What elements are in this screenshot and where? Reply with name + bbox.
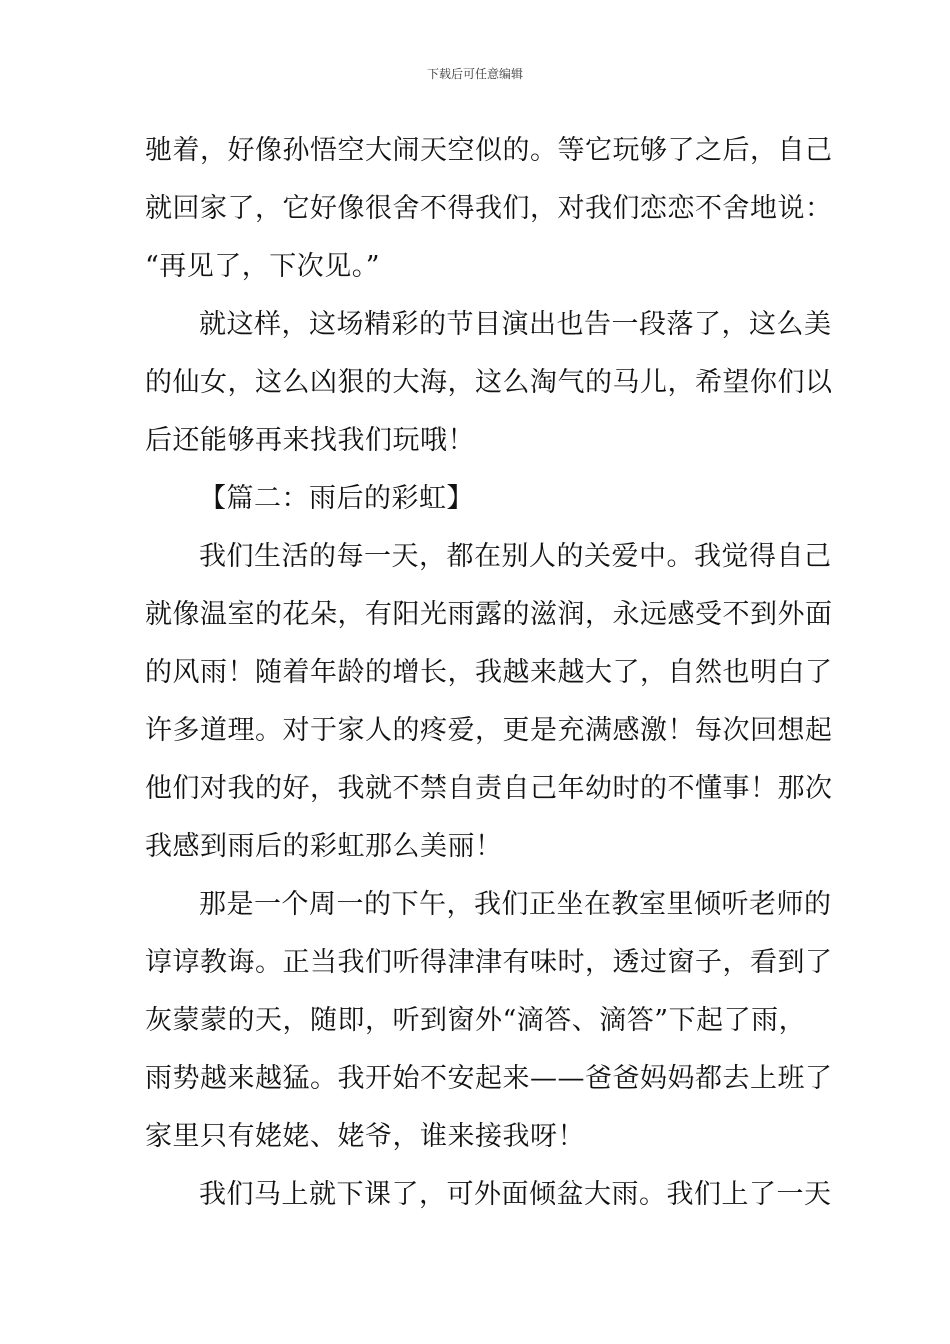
text-line: 的仙女，这么凶狠的大海，这么淘气的马儿，希望你们以 (145, 367, 833, 398)
text-line: 后还能够再来找我们玩哦！ (145, 425, 475, 456)
text-line: 【篇二：雨后的彩虹】 (199, 483, 474, 514)
page-header: 下载后可任意编辑 (426, 67, 523, 81)
text-line: 的风雨！随着年龄的增长，我越来越大了，自然也明白了 (145, 657, 833, 688)
text-line: “再见了，下次见。” (145, 251, 381, 282)
text-line: 我感到雨后的彩虹那么美丽！ (145, 831, 503, 862)
text-line: 就回家了，它好像很舍不得我们，对我们恋恋不舍地说： (145, 193, 833, 224)
text-line: 谆谆教诲。正当我们听得津津有味时，透过窗子，看到了 (145, 947, 833, 978)
text-line: 雨势越来越猛。我开始不安起来——爸爸妈妈都去上班了 (145, 1063, 833, 1094)
text-line: 就像温室的花朵，有阳光雨露的滋润，永远感受不到外面 (145, 599, 833, 630)
text-line: 就这样，这场精彩的节目演出也告一段落了，这么美 (199, 309, 832, 340)
text-line: 许多道理。对于家人的疼爱，更是充满感激！每次回想起 (145, 715, 833, 746)
text-line: 家里只有姥姥、姥爷，谁来接我呀！ (145, 1121, 585, 1152)
text-line: 他们对我的好，我就不禁自责自己年幼时的不懂事！那次 (145, 773, 833, 804)
text-line: 我们生活的每一天，都在别人的关爱中。我觉得自己 (199, 541, 832, 572)
text-line: 那是一个周一的下午，我们正坐在教室里倾听老师的 (199, 889, 832, 920)
text-line: 我们马上就下课了，可外面倾盆大雨。我们上了一天 (199, 1179, 832, 1210)
text-line: 灰蒙蒙的天，随即，听到窗外“滴答、滴答”下起了雨， (145, 1005, 807, 1036)
document-body (145, 126, 833, 1228)
text-line: 驰着，好像孙悟空大闹天空似的。等它玩够了之后，自己 (145, 135, 833, 166)
